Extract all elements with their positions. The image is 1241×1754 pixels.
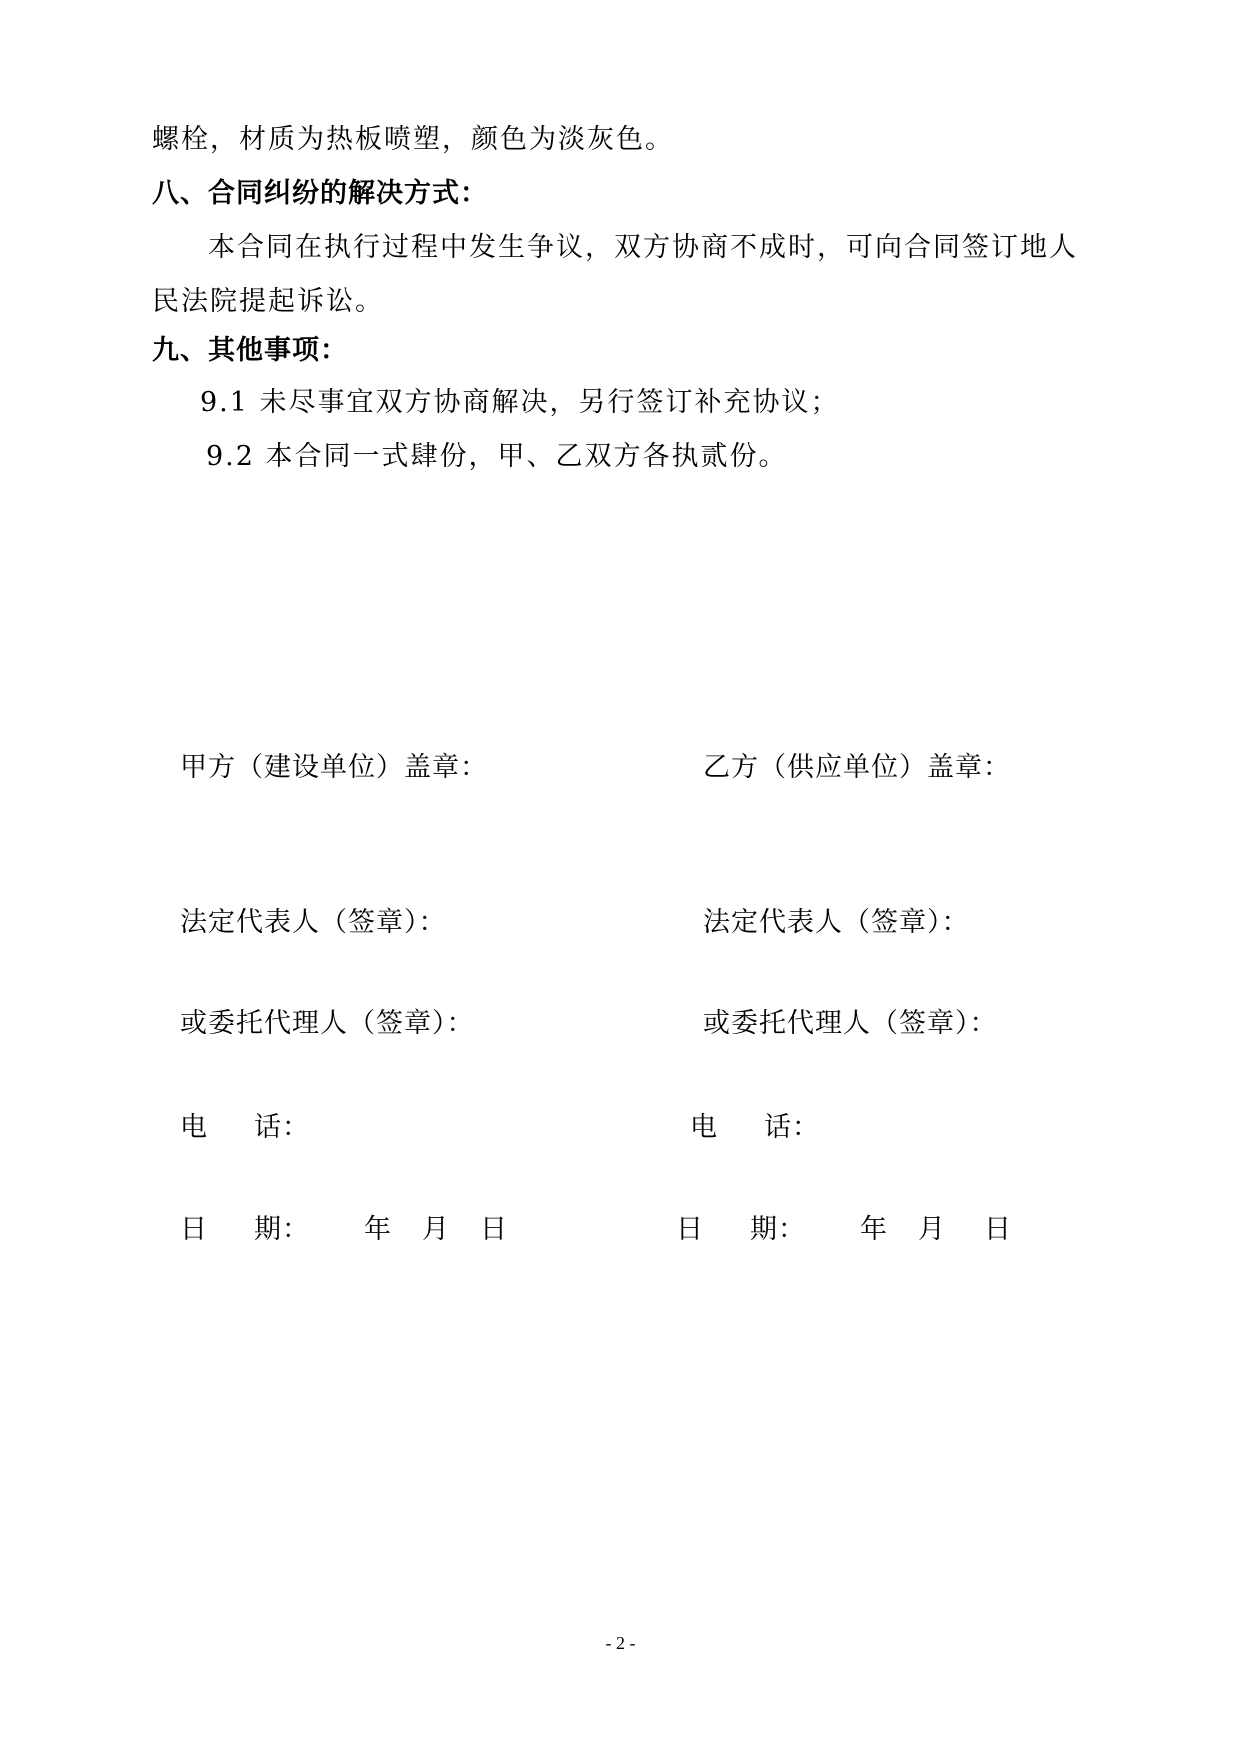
party-b-date-row [676,1213,1012,1247]
party-b-phone-label-2: 话： [764,1112,820,1143]
party-a-date-label-1: 日 [180,1214,208,1245]
party-a-agent-label: 或委托代理人（签章）： [180,1008,475,1039]
party-b-date-label-2: 期： [750,1214,806,1245]
party-b-month: 月 [918,1214,946,1245]
item-9-2: 9.2 本合同一式肆份，甲、乙双方各执贰份。 [206,441,788,472]
party-a-legal-rep-label: 法定代表人（签章）： [180,907,447,938]
party-a-date-label-2: 期： [254,1214,310,1245]
party-a-phone-label-1: 电 [180,1112,208,1143]
party-a-seal-label: 甲方（建设单位）盖章： [180,752,488,783]
party-b-year: 年 [860,1214,888,1245]
section-8-text-line-2: 民法院提起诉讼。 [152,286,384,317]
party-a-year: 年 [364,1214,392,1245]
section-8-text-line-1: 本合同在执行过程中发生争议，双方协商不成时，可向合同签订地人 [208,232,1078,263]
party-b-agent-label: 或委托代理人（签章）： [703,1008,998,1039]
page-number: - 2 - [605,1633,636,1653]
party-a-month: 月 [422,1214,450,1245]
party-b-phone-label [690,1111,820,1145]
party-b-date-label-1: 日 [676,1214,704,1245]
item-9-1: 9.1 未尽事宜双方协商解决，另行签订补充协议； [200,387,840,418]
party-b-phone-label-1: 电 [690,1112,718,1143]
party-b-seal-label: 乙方（供应单位）盖章： [703,752,1011,783]
party-a-phone-label-2: 话： [254,1112,310,1143]
party-b-day: 日 [984,1214,1012,1245]
section-9-heading: 九、其他事项： [152,335,348,366]
party-a-phone-label [180,1111,310,1145]
party-a-day: 日 [480,1214,508,1245]
party-b-legal-rep-label: 法定代表人（签章）： [703,907,970,938]
party-a-date-row [180,1213,508,1247]
section-8-heading: 八、合同纠纷的解决方式： [152,178,488,209]
body-line-1: 螺栓，材质为热板喷塑，颜色为淡灰色。 [152,124,674,155]
